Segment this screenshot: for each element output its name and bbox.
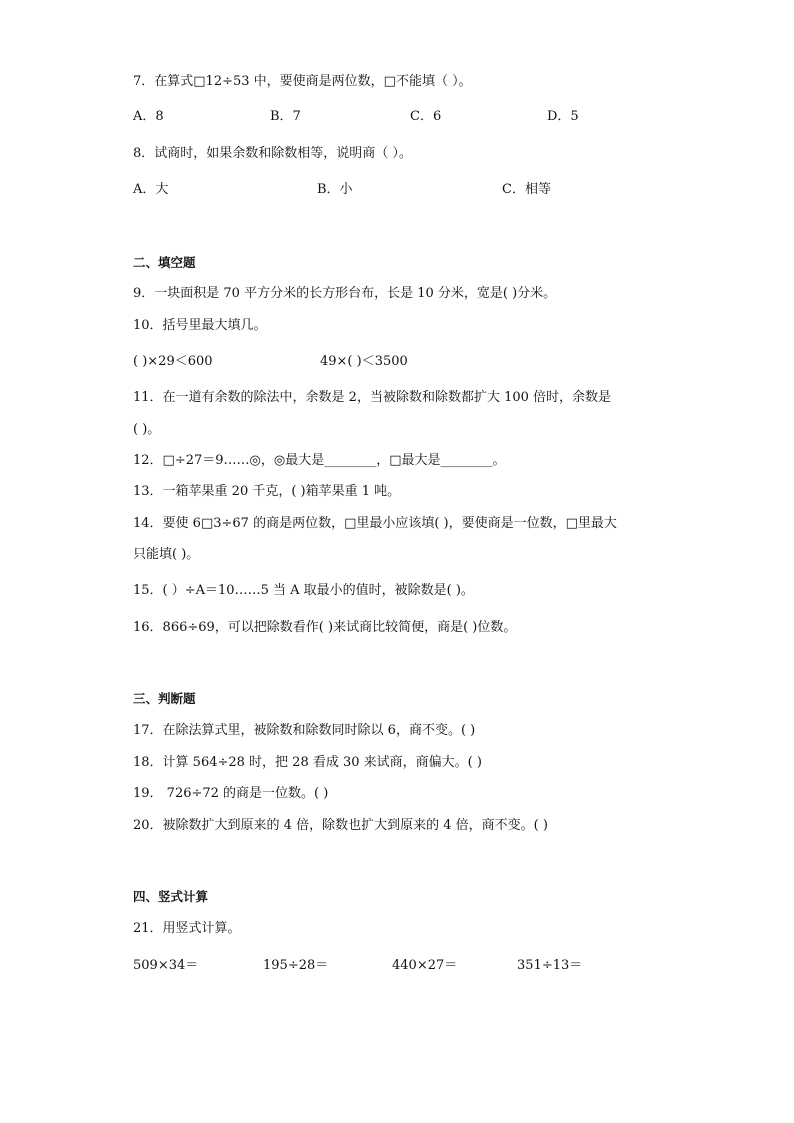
question-9: 9．一块面积是 70 平方分米的长方形台布，长是 10 分米，宽是( )分米。 — [133, 286, 557, 301]
q8-option-a: A．大 — [133, 182, 169, 197]
question-14-line-2: 只能填( )。 — [133, 547, 200, 562]
calc-item: 440×27＝ — [392, 958, 458, 973]
question-19: 19． 726÷72 的商是一位数。( ) — [133, 786, 329, 801]
section-3-title: 三、判断题 — [133, 691, 196, 706]
calc-item: 351÷13＝ — [517, 958, 583, 973]
question-8: 8．试商时，如果余数和除数相等，说明商（ ）。 — [133, 146, 412, 161]
question-11-line-2: ( )。 — [133, 422, 161, 437]
q10-part-a: ( )×29＜600 — [133, 354, 213, 369]
question-7: 7．在算式□12÷53 中，要使商是两位数，□不能填（ ）。 — [133, 74, 472, 89]
question-20: 20．被除数扩大到原来的 4 倍，除数也扩大到原来的 4 倍，商不变。( ) — [133, 818, 548, 833]
question-11-line-1: 11．在一道有余数的除法中，余数是 2，当被除数和除数都扩大 100 倍时，余数是 — [133, 390, 612, 405]
q7-option-a: A．8 — [133, 109, 164, 124]
question-16: 16．866÷69，可以把除数看作( )来试商比较简便，商是( )位数。 — [133, 620, 517, 635]
question-10: 10．括号里最大填几。 — [133, 318, 267, 333]
q10-part-b: 49×( )＜3500 — [320, 354, 408, 369]
question-14-line-1: 14．要使 6□3÷67 的商是两位数，□里最小应该填( )，要使商是一位数，□里最大 — [133, 516, 617, 531]
calc-item: 195÷28＝ — [263, 958, 329, 973]
question-15: 15．( ）÷A＝10……5 当 A 取最小的值时，被除数是( )。 — [133, 583, 474, 598]
question-13: 13．一箱苹果重 20 千克，( )箱苹果重 1 吨。 — [133, 484, 401, 499]
question-12: 12．□÷27＝9……◎，◎最大是________，□最大是________。 — [133, 453, 506, 468]
question-18: 18．计算 564÷28 时，把 28 看成 30 来试商，商偏大。( ) — [133, 755, 482, 770]
question-21: 21．用竖式计算。 — [133, 921, 241, 936]
q7-option-c: C．6 — [410, 109, 442, 124]
q7-option-d: D．5 — [547, 109, 579, 124]
q8-option-b: B．小 — [317, 182, 353, 197]
section-4-title: 四、竖式计算 — [133, 889, 209, 904]
calc-item: 509×34＝ — [133, 958, 199, 973]
question-17: 17．在除法算式里，被除数和除数同时除以 6，商不变。( ) — [133, 723, 476, 738]
q7-option-b: B．7 — [270, 109, 301, 124]
q8-option-c: C．相等 — [502, 182, 551, 197]
section-2-title: 二、填空题 — [133, 255, 196, 270]
